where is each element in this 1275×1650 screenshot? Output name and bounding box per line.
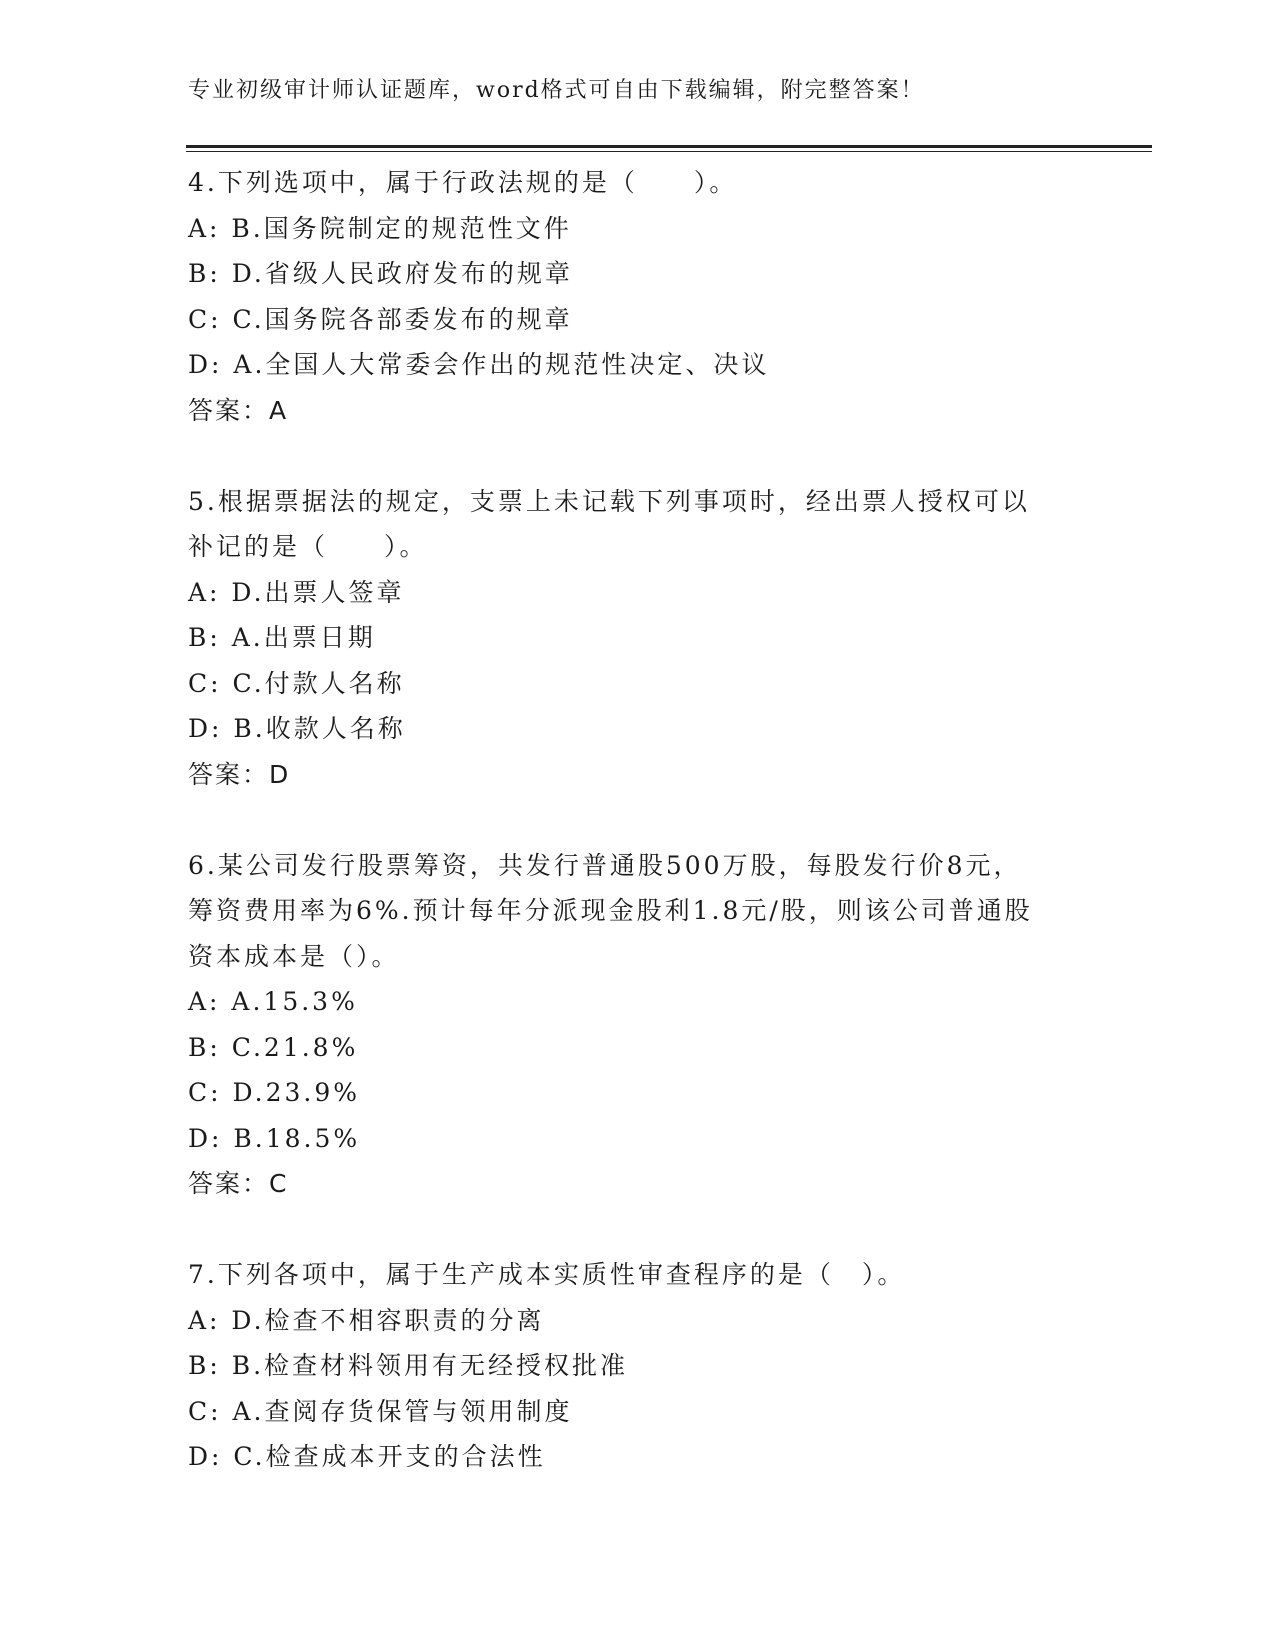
option-d: D: B.18.5% bbox=[188, 1123, 361, 1153]
question-text: 6.某公司发行股票筹资，共发行普通股500万股，每股发行价8元， bbox=[188, 850, 1022, 880]
header-divider-thick bbox=[186, 145, 1152, 148]
question-7 bbox=[188, 1252, 1088, 1480]
question-list bbox=[188, 160, 1088, 1480]
option-a: A: D.检查不相容职责的分离 bbox=[188, 1305, 545, 1335]
answer-label: 答案：A bbox=[188, 395, 289, 425]
answer-label: 答案：C bbox=[188, 1169, 289, 1198]
question-text: 筹资费用率为6%.预计每年分派现金股利1.8元/股，则该公司普通股 bbox=[188, 896, 1033, 925]
option-c: C: A.查阅存货保管与领用制度 bbox=[188, 1396, 573, 1426]
option-d: D: C.检查成本开支的合法性 bbox=[188, 1442, 546, 1471]
question-6 bbox=[188, 843, 1088, 1207]
option-a: A: B.国务院制定的规范性文件 bbox=[188, 213, 572, 243]
question-text: 5.根据票据法的规定，支票上未记载下列事项时，经出票人授权可以 bbox=[188, 486, 1030, 516]
answer-label: 答案：D bbox=[188, 759, 291, 789]
spacer bbox=[188, 1207, 1088, 1253]
option-c: C: C.付款人名称 bbox=[188, 668, 405, 698]
question-4 bbox=[188, 160, 1088, 433]
option-d: D: B.收款人名称 bbox=[188, 714, 406, 743]
question-text: 4.下列选项中，属于行政法规的是（ ）。 bbox=[188, 168, 738, 197]
question-text: 资本成本是（）。 bbox=[188, 941, 400, 971]
option-b: B: A.出票日期 bbox=[188, 623, 376, 652]
document-header: 专业初级审计师认证题库，word格式可自由下载编辑，附完整答案！ bbox=[188, 78, 925, 103]
spacer bbox=[188, 433, 1088, 479]
option-c: C: D.23.9% bbox=[188, 1078, 361, 1107]
header-divider-thin bbox=[186, 151, 1152, 152]
question-5 bbox=[188, 479, 1088, 798]
option-c: C: C.国务院各部委发布的规章 bbox=[188, 304, 573, 334]
option-d: D: A.全国人大常委会作出的规范性决定、决议 bbox=[188, 350, 770, 379]
option-b: B: D.省级人民政府发布的规章 bbox=[188, 259, 573, 288]
question-text: 7.下列各项中，属于生产成本实质性审查程序的是（ ）。 bbox=[188, 1260, 906, 1289]
option-b: B: C.21.8% bbox=[188, 1032, 359, 1062]
option-a: A: D.出票人签章 bbox=[188, 577, 405, 607]
spacer bbox=[188, 797, 1088, 843]
option-a: A: A.15.3% bbox=[188, 987, 358, 1016]
option-b: B: B.检查材料领用有无经授权批准 bbox=[188, 1351, 629, 1380]
question-text: 补记的是（ ）。 bbox=[188, 532, 428, 561]
